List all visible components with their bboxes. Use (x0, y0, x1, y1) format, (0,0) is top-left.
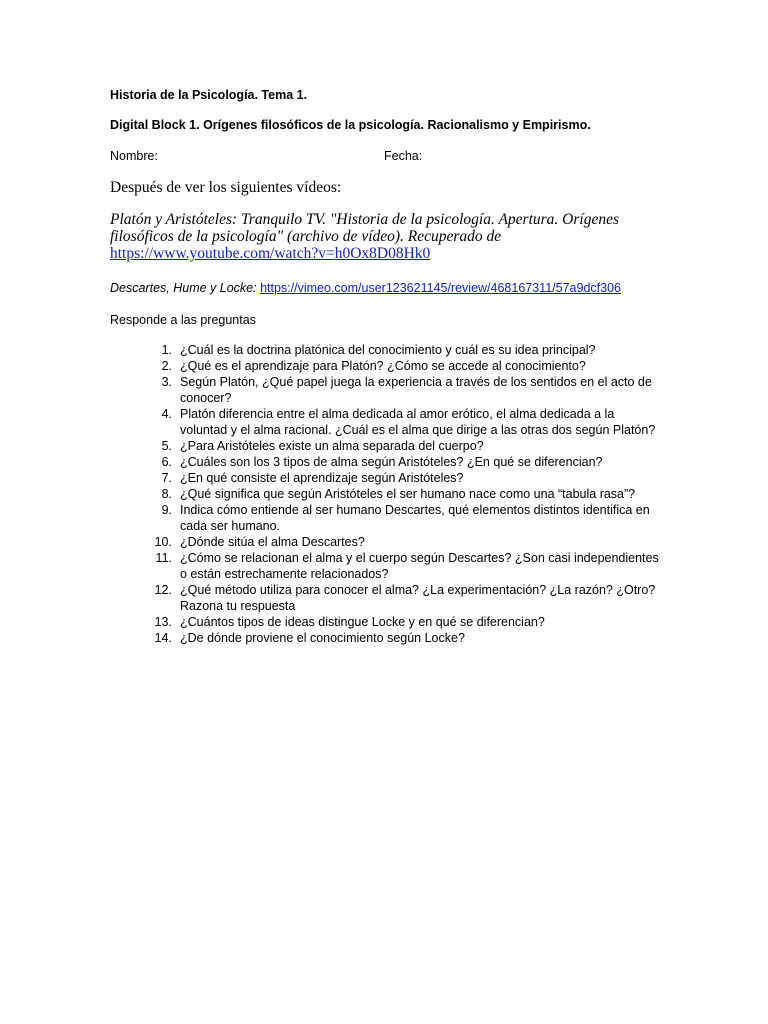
list-item (150, 534, 660, 550)
list-item (150, 630, 660, 646)
question-number: 5. (161, 439, 172, 453)
document-title: Historia de la Psicología. Tema 1. (110, 88, 308, 102)
citation-text: Platón y Aristóteles: Tranquilo TV. "Historia de la psicología. Apertura. Orígenes filosóficos de la psicología" (archivo de vídeo). Recuperado de (110, 211, 619, 245)
question-number: 7. (161, 471, 172, 485)
list-item (150, 438, 660, 454)
descartes-reference (110, 280, 621, 296)
vimeo-link[interactable]: https://vimeo.com/user123621145/review/468167311/57a9dcf306 (260, 281, 621, 295)
question-text: ¿Qué significa que según Aristóteles el ser humano nace como una “tabula rasa”? (180, 487, 636, 501)
question-number: 8. (161, 487, 172, 501)
questions-list (150, 342, 660, 646)
question-text: ¿Qué método utiliza para conocer el alma? ¿La experimentación? ¿La razón? ¿Otro? Razona tu respuesta (180, 583, 656, 613)
question-number: 10. (154, 535, 172, 549)
question-number: 1. (161, 343, 172, 357)
question-text: ¿Cuál es la doctrina platónica del conocimiento y cuál es su idea principal? (180, 343, 596, 357)
question-text: ¿Cuáles son los 3 tipos de alma según Aristóteles? ¿En qué se diferencian? (180, 455, 603, 469)
question-number: 11. (155, 551, 172, 565)
question-text: ¿Cómo se relacionan el alma y el cuerpo según Descartes? ¿Son casi independientes o están estrechamente relacionados? (180, 551, 659, 581)
list-item (150, 406, 660, 438)
list-item (150, 374, 660, 406)
list-item (150, 502, 660, 534)
instructions-heading: Después de ver los siguientes vídeos: (110, 179, 342, 196)
list-item (150, 614, 660, 630)
list-item (150, 358, 660, 374)
question-number: 12. (154, 583, 172, 597)
question-number: 6. (161, 455, 172, 469)
question-number: 14. (154, 631, 172, 645)
responde-heading: Responde a las preguntas (110, 313, 256, 327)
question-number: 3. (161, 375, 172, 389)
question-text: ¿Para Aristóteles existe un alma separada del cuerpo? (180, 439, 484, 453)
nombre-label: Nombre: (110, 149, 158, 163)
question-text: ¿Qué es el aprendizaje para Platón? ¿Cómo se accede al conocimiento? (180, 359, 586, 373)
list-item (150, 550, 660, 582)
question-number: 13. (154, 615, 172, 629)
question-number: 2. (161, 359, 172, 373)
question-text: Indica cómo entiende al ser humano Descartes, qué elementos distintos identifica en cada ser humano. (180, 503, 650, 533)
video-citation (110, 211, 670, 262)
descartes-label: Descartes, Hume y Locke: (110, 281, 257, 295)
document-subtitle: Digital Block 1. Orígenes filosóficos de la psicología. Racionalismo y Empirismo. (110, 118, 591, 132)
list-item (150, 454, 660, 470)
question-text: ¿En qué consiste el aprendizaje según Aristóteles? (180, 471, 464, 485)
youtube-link[interactable]: https://www.youtube.com/watch?v=h0Ox8D08Hk0 (110, 245, 431, 262)
question-number: 9. (161, 503, 172, 517)
question-text: Según Platón, ¿Qué papel juega la experiencia a través de los sentidos en el acto de conocer? (180, 375, 652, 405)
list-item (150, 486, 660, 502)
list-item (150, 342, 660, 358)
fecha-label: Fecha: (384, 149, 423, 163)
list-item (150, 582, 660, 614)
question-text: ¿De dónde proviene el conocimiento según Locke? (180, 631, 465, 645)
question-text: Platón diferencia entre el alma dedicada al amor erótico, el alma dedicada a la voluntad y el alma racional. ¿Cuál es el alma que dirige a las otras dos según Platón? (180, 407, 656, 437)
list-item (150, 470, 660, 486)
question-text: ¿Dónde sitúa el alma Descartes? (180, 535, 365, 549)
question-text: ¿Cuántos tipos de ideas distingue Locke y en qué se diferencian? (180, 615, 545, 629)
question-number: 4. (161, 407, 172, 421)
